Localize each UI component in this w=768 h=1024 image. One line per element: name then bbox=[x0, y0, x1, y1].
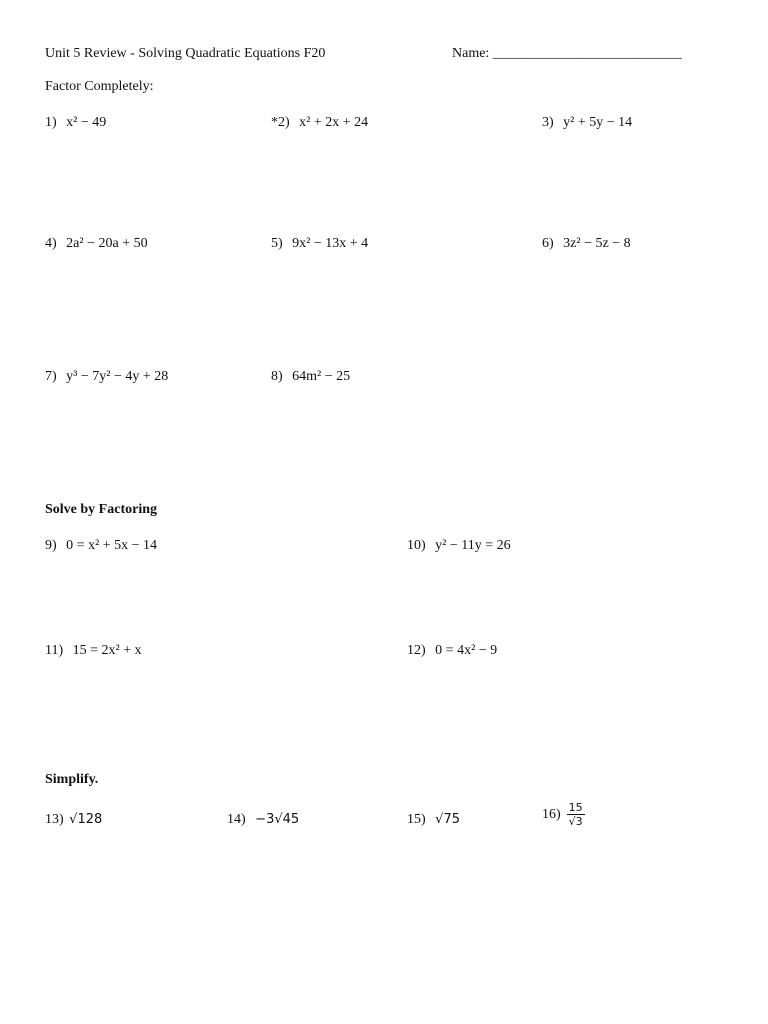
problem-number: 9) bbox=[45, 538, 57, 553]
problem-12 bbox=[407, 643, 497, 659]
problem-5 bbox=[271, 236, 368, 252]
problem-16 bbox=[542, 802, 585, 827]
problem-number: 5) bbox=[271, 236, 283, 251]
problem-expression: 0 = x² + 5x − 14 bbox=[66, 538, 158, 553]
problem-number: 6) bbox=[542, 236, 554, 251]
problem-number: 15) bbox=[407, 812, 426, 827]
problem-13 bbox=[45, 812, 102, 828]
problem-expression: 9x² − 13x + 4 bbox=[292, 236, 369, 251]
problem-number: 1) bbox=[45, 115, 57, 130]
problem-number: 7) bbox=[45, 369, 57, 384]
problem-9 bbox=[45, 538, 157, 554]
fraction bbox=[567, 802, 585, 827]
problem-8 bbox=[271, 369, 350, 385]
problem-expression: √128 bbox=[69, 812, 103, 827]
worksheet-title: Unit 5 Review - Solving Quadratic Equations F20 bbox=[45, 46, 326, 61]
problem-number: 10) bbox=[407, 538, 426, 553]
problem-number: 12) bbox=[407, 643, 426, 658]
problem-number: 11) bbox=[45, 643, 64, 658]
problem-expression: y³ − 7y² − 4y + 28 bbox=[66, 369, 169, 384]
problem-number: 16) bbox=[542, 806, 561, 822]
problem-4 bbox=[45, 236, 148, 252]
problem-expression: 3z² − 5z − 8 bbox=[563, 236, 631, 251]
problem-expression: −3√45 bbox=[255, 812, 300, 827]
problem-number: 4) bbox=[45, 236, 57, 251]
problem-expression: y² + 5y − 14 bbox=[563, 115, 633, 130]
problem-11 bbox=[45, 643, 142, 659]
problem-expression: 2a² − 20a + 50 bbox=[66, 236, 148, 251]
problem-number: 13) bbox=[45, 812, 64, 827]
problem-expression: x² + 2x + 24 bbox=[299, 115, 369, 130]
name-field: Name: ___________________________ bbox=[452, 46, 682, 61]
problem-expression: 0 = 4x² − 9 bbox=[435, 643, 498, 658]
problem-14 bbox=[227, 812, 299, 828]
problem-15 bbox=[407, 812, 460, 828]
problem-2 bbox=[271, 115, 368, 131]
problem-3 bbox=[542, 115, 632, 131]
section-heading-simplify: Simplify. bbox=[45, 772, 99, 787]
fraction-denominator: √3 bbox=[568, 815, 583, 828]
problem-expression: 15 = 2x² + x bbox=[72, 643, 142, 658]
problem-expression: x² − 49 bbox=[66, 115, 107, 130]
problem-number: 3) bbox=[542, 115, 554, 130]
problem-10 bbox=[407, 538, 511, 554]
problem-expression: √75 bbox=[435, 812, 460, 827]
problem-expression: 64m² − 25 bbox=[292, 369, 351, 384]
problem-number: *2) bbox=[271, 115, 290, 130]
problem-7 bbox=[45, 369, 168, 385]
problem-1 bbox=[45, 115, 106, 131]
problem-expression: y² − 11y = 26 bbox=[435, 538, 511, 553]
problem-6 bbox=[542, 236, 631, 252]
problem-number: 14) bbox=[227, 812, 246, 827]
section-heading-solve: Solve by Factoring bbox=[45, 502, 157, 517]
problem-number: 8) bbox=[271, 369, 283, 384]
section-heading-factor: Factor Completely: bbox=[45, 79, 154, 94]
fraction-numerator: 15 bbox=[568, 801, 583, 814]
